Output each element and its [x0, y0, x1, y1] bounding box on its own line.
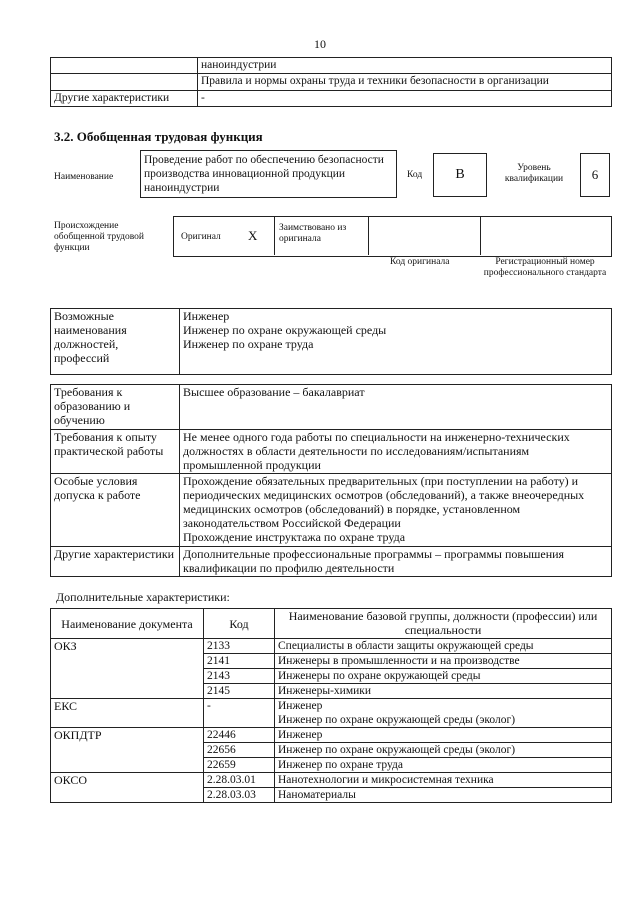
- conditions-value-2: Прохождение инструктажа по охране труда: [183, 530, 406, 544]
- table-row-code: 2.28.03.03: [204, 788, 275, 803]
- position-item: Инженер по охране труда: [183, 337, 314, 351]
- name-value: Проведение работ по обеспечению безопасности производства инновационной продукции наноиндустрии: [140, 150, 397, 198]
- table-row-code: 2.28.03.01: [204, 773, 275, 788]
- level-label: Уровень квалификации: [504, 163, 564, 184]
- origin-box: [173, 216, 612, 257]
- table-row-name: Нанотехнологии и микросистемная техника: [275, 773, 612, 788]
- origin-divider-1: [274, 216, 275, 255]
- table-row-name: Инженеры в промышленности и на производстве: [275, 654, 612, 669]
- table-row-code: 22659: [204, 758, 275, 773]
- table-row-name: Наноматериалы: [275, 788, 612, 803]
- education-value: Высшее образование – бакалавриат: [180, 385, 612, 430]
- top-r3-left: Другие характеристики: [51, 91, 198, 107]
- original-mark: X: [248, 228, 258, 243]
- table-row-name: Инженер: [275, 728, 612, 743]
- code-label: Код: [407, 170, 423, 180]
- eks-name-1: Инженер: [278, 700, 323, 712]
- level-value: 6: [580, 153, 610, 197]
- top-table: [50, 57, 612, 107]
- table-row-code: 2141: [204, 654, 275, 669]
- conditions-label: Особые условия допуска к работе: [51, 474, 180, 547]
- positions-label: Возможные наименования должностей, профессий: [51, 309, 180, 375]
- reg-number-caption: Регистрационный номер профессионального стандарта: [483, 257, 607, 278]
- other-label: Другие характеристики: [51, 547, 180, 577]
- eks-name-2: Инженер по охране окружающей среды (эколог): [278, 714, 516, 726]
- section-title: 3.2. Обобщенная трудовая функция: [54, 129, 263, 144]
- name-label: Наименование: [54, 172, 114, 182]
- table-row-name: Инженеры-химики: [275, 684, 612, 699]
- education-label: Требования к образованию и обучению: [51, 385, 180, 430]
- table-row-code: 2145: [204, 684, 275, 699]
- conditions-value-1: Прохождение обязательных предварительных (при поступлении на работу) и периодических медицинских осмотров (обследований), а также внеочередных медицинских осмотров (обследований) в порядке, установленном законодательством Российской Федерации: [183, 474, 585, 530]
- table-row-name: Инженеры по охране окружающей среды: [275, 669, 612, 684]
- table-row-name: Инженер по охране окружающей среды (эколог): [275, 743, 612, 758]
- top-r1-right: наноиндустрии: [198, 58, 612, 74]
- eks-label: ЕКС: [51, 699, 204, 728]
- col-name-header: Наименование базовой группы, должности (профессии) или специальности: [275, 609, 612, 639]
- eks-code: -: [204, 699, 275, 728]
- okso-label: ОКСО: [51, 773, 204, 803]
- table-row-code: 2143: [204, 669, 275, 684]
- other-value: Дополнительные профессиональные программы – программы повышения квалификации по профилю деятельности: [180, 547, 612, 577]
- origin-label: Происхождение обобщенной трудовой функции: [54, 221, 144, 253]
- code-original-caption: Код оригинала: [390, 257, 450, 267]
- additional-table: [50, 608, 612, 803]
- requirements-table: [50, 384, 612, 577]
- experience-label: Требования к опыту практической работы: [51, 430, 180, 474]
- col-code-header: Код: [204, 609, 275, 639]
- page-number: 10: [314, 37, 326, 51]
- additional-title: Дополнительные характеристики:: [56, 590, 230, 604]
- original-label: Оригинал: [181, 232, 221, 242]
- table-row-name: Инженер по охране труда: [275, 758, 612, 773]
- table-row-code: 22446: [204, 728, 275, 743]
- position-item: Инженер: [183, 309, 230, 323]
- top-r3-right: -: [198, 91, 612, 107]
- origin-divider-2: [368, 216, 369, 255]
- table-row-code: 2133: [204, 639, 275, 654]
- borrowed-label: Заимствовано из оригинала: [279, 223, 347, 244]
- positions-table: [50, 308, 612, 375]
- code-value: B: [433, 153, 487, 197]
- okz-label: ОКЗ: [51, 639, 204, 699]
- table-row-code: 22656: [204, 743, 275, 758]
- top-r2-right: Правила и нормы охраны труда и техники безопасности в организации: [198, 74, 612, 91]
- origin-divider-3: [480, 216, 481, 255]
- position-item: Инженер по охране окружающей среды: [183, 323, 387, 337]
- okpdtr-label: ОКПДТР: [51, 728, 204, 773]
- table-row-name: Специалисты в области защиты окружающей среды: [275, 639, 612, 654]
- experience-value: Не менее одного года работы по специальности на инженерно-технических должностях в области деятельности по исследованиям/испытаниям промышленной продукции: [180, 430, 612, 474]
- col-doc-header: Наименование документа: [51, 609, 204, 639]
